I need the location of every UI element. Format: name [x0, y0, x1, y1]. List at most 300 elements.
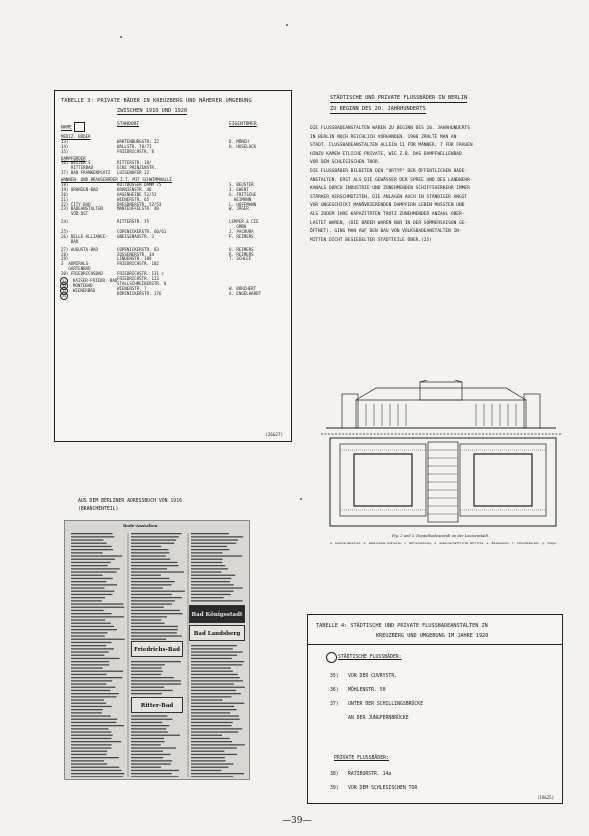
scan-text-line — [191, 597, 224, 598]
scan-text-line — [131, 667, 162, 668]
scan-text-line — [131, 693, 162, 694]
article-line: STÄRKER VERSCHMUTZTEN, DIE ANLAGEN AUCH IN STÄNDIGER ANGST — [310, 194, 468, 200]
scan-text-line — [131, 546, 161, 547]
scan-text-line — [71, 757, 119, 758]
scan-text-line — [191, 539, 238, 540]
article-line: ANSTALTEN. ERST ALS DIE GEWÄSSER DER SPREE UND DES LANDWEHR- — [310, 177, 473, 183]
cell-location: HASENHEIDE 52/53 — [117, 191, 157, 197]
adressbuch-caption-line: AUS DEM BERLINER ADRESSBUCH VON 1916 — [78, 499, 182, 504]
cell-name: 27) AUGUSTA-BAD — [61, 246, 98, 252]
scan-text-line — [191, 581, 230, 582]
item-number: 36) — [330, 688, 339, 693]
scan-text-line — [71, 776, 123, 777]
scan-dot — [120, 36, 122, 38]
article-line: MITTEN DICHT BESIEDELTER STADTTEILE ÜBER.(25) — [310, 237, 432, 243]
right-pool — [474, 454, 532, 506]
scan-text-line — [191, 731, 238, 732]
scan-text-line — [131, 738, 164, 739]
cell-name: 19) ORANIEN-BAD — [61, 186, 98, 192]
cell-name: 21) — [61, 196, 69, 202]
scan-text-line — [71, 559, 115, 560]
cell-name: SÜD-OST — [61, 211, 89, 217]
cell-location: MANTEUFFELSTR. 40 — [117, 206, 159, 212]
scan-text-line — [71, 661, 109, 662]
cell-name: 14) — [61, 143, 69, 149]
article-line: VOR DEM SCHLESISCHEN THOR. — [310, 160, 381, 166]
cell-name: 13) — [61, 138, 69, 144]
scan-text-line — [191, 699, 223, 700]
scan-text-line — [131, 687, 164, 688]
cell-name — [61, 292, 68, 300]
cell-owner: S. BEUSTER — [229, 182, 254, 188]
scan-text-line — [131, 619, 161, 620]
scan-text-line — [131, 603, 172, 604]
scan-text-line — [71, 693, 119, 694]
scan-text-line — [71, 655, 104, 656]
scan-text-line — [191, 549, 229, 550]
scan-text-line — [191, 568, 228, 569]
scan-text-line — [191, 722, 233, 723]
cell-location: GNEISENAUSTR. 3 — [117, 233, 154, 239]
scan-text-line — [71, 549, 113, 550]
scan-text-line — [191, 725, 232, 726]
scan-text-line — [71, 533, 113, 534]
cell-name: 29) — [61, 256, 69, 262]
scan-text-line — [191, 587, 243, 588]
scan-text-line — [71, 616, 124, 617]
scan-text-line — [131, 683, 181, 684]
item-number: 38) — [330, 772, 339, 777]
scan-text-line — [71, 581, 106, 582]
scan-text-line — [71, 594, 113, 595]
scan-text-line — [131, 539, 176, 540]
scan-text-line — [131, 715, 168, 716]
table-4-divider — [308, 644, 562, 645]
cell-name: 18) — [61, 182, 69, 188]
item-number: 35) — [330, 674, 339, 679]
scan-text-line — [191, 655, 237, 656]
scan-text-line — [71, 546, 112, 547]
table-row — [61, 171, 287, 176]
scan-text-line — [131, 536, 179, 537]
scan-text-line — [71, 773, 124, 774]
scan-text-line — [71, 683, 106, 684]
table-3-subtitle: ZWISCHEN 1916 UND 1920 — [117, 108, 188, 114]
scan-text-line — [71, 619, 105, 620]
scan-text-line — [71, 610, 104, 611]
cell-location: LINDENSTR. 109 — [117, 256, 152, 262]
item-number: 37) — [330, 702, 339, 707]
scan-text-line — [71, 571, 117, 572]
cell-owner: GMBH — [229, 224, 247, 230]
article-title-line: STÄDTISCHE UND PRIVATE FLUSSBÄDER IN BERLIN — [330, 95, 468, 101]
scan-text-line — [71, 770, 122, 771]
scan-text-line — [131, 760, 172, 761]
scan-text-line — [191, 555, 242, 556]
scan-text-line — [131, 757, 163, 758]
scan-text-line — [71, 565, 108, 566]
cell-location: LUISENUFER 22 — [117, 170, 150, 176]
cell-owner: H. HUSELACK — [229, 143, 257, 149]
plan-legend: a. Auskleidezellen. b. Gemeinsame Ankleide. c. Wärterwohnung. d. Gemeinschaftliche Abtritte. e. Badewannen. f. Schwimmbecken. g. Stege. — [330, 541, 558, 545]
scan-text-line — [131, 575, 161, 576]
scan-text-line — [191, 667, 231, 668]
scan-text-line — [71, 584, 117, 585]
scan-text-line — [131, 751, 163, 752]
cell-location: FRIEDRICHSTR. 8 — [117, 148, 154, 154]
scan-text-line — [71, 709, 103, 710]
scan-text-line — [191, 693, 241, 694]
cell-owner: A. ENGELHARDT — [229, 290, 262, 296]
scan-text-line — [131, 741, 165, 742]
list-item — [330, 688, 386, 693]
cell-owner: T. SCHLEE — [229, 256, 252, 262]
scan-text-line — [191, 770, 221, 771]
scan-text-line — [131, 671, 163, 672]
cell-location: WALLSTR. 70/71 — [117, 143, 152, 149]
cell-location: ORANIENSTR. 46 — [117, 186, 152, 192]
scan-text-line — [71, 699, 104, 700]
scan-text-line — [131, 549, 169, 550]
checkbox-square-icon — [74, 122, 85, 132]
cell-location: DRESDNERSTR. 52/53 — [117, 201, 162, 207]
scan-text-line — [191, 661, 244, 662]
scan-text-line — [71, 635, 105, 636]
cell-location: FRIEDRICHSTR. 131 c — [117, 271, 164, 277]
scan-text-line — [71, 632, 108, 633]
scan-dot — [286, 24, 288, 26]
scan-text-line — [191, 751, 224, 752]
cell-owner: W. JÄGER — [229, 206, 249, 212]
scan-text-line — [131, 661, 181, 662]
scan-text-line — [71, 719, 117, 720]
table-3-rows — [61, 133, 287, 297]
cell-name: 24) — [61, 219, 69, 225]
scan-text-line — [71, 607, 124, 608]
cell-owner: G. FRITSCHE — [229, 191, 257, 197]
scan-text-line — [131, 543, 174, 544]
cell-name: BAD — [61, 238, 79, 244]
scan-text-line — [71, 738, 111, 739]
scan-text-line — [131, 747, 176, 748]
item-text: MÖHLENSTR. 50 — [348, 688, 386, 693]
left-pool — [354, 454, 412, 506]
scan-text-line — [131, 754, 171, 755]
scan-text-line — [131, 613, 183, 614]
scan-text-line — [71, 629, 117, 630]
table-row — [61, 150, 287, 155]
scan-text-line — [71, 728, 109, 729]
scan-text-line — [71, 658, 120, 659]
cell-owner: LEMPER & CIE — [229, 219, 259, 225]
scan-text-line — [131, 776, 179, 777]
scan-text-line — [131, 680, 181, 681]
cell-location: WIENERSTR. 65 — [117, 196, 150, 202]
scan-dot — [300, 498, 302, 500]
circled-number: 34 — [61, 293, 67, 298]
scan-text-line — [71, 703, 106, 704]
scan-text-line — [131, 767, 161, 768]
cell-name: 23) BADEANSTALTEN — [61, 206, 103, 212]
scan-text-line — [191, 754, 237, 755]
adressbuch-caption — [78, 498, 182, 514]
scan-text-line — [131, 591, 185, 592]
cell-name: 3 ADMIRALS- — [61, 261, 91, 267]
scan-text-line — [191, 677, 240, 678]
ad-bad-koenigsstadt: Bad Königsstadt — [189, 605, 245, 623]
cell-location: RITTERSTR. 75 — [117, 219, 150, 225]
cell-location: WARTENBURGSTR. 22 — [117, 138, 159, 144]
scan-text-line — [191, 767, 228, 768]
scan-text-line — [71, 568, 120, 569]
scan-text-line — [131, 600, 175, 601]
scan-text-line — [131, 559, 170, 560]
list-item — [330, 702, 423, 707]
scan-text-line — [131, 722, 162, 723]
scan-text-line — [131, 731, 168, 732]
scan-text-line — [131, 623, 165, 624]
cell-owner: F. REIMERS — [229, 233, 254, 239]
scan-text-line — [71, 623, 111, 624]
scan-text-line — [191, 651, 243, 652]
scan-text-line — [131, 677, 174, 678]
list-item — [330, 786, 417, 791]
scan-text-line — [191, 744, 245, 745]
scan-text-line — [191, 600, 243, 601]
scan-text-line — [131, 597, 182, 598]
scan-text-line — [191, 565, 225, 566]
cell-name: 33 WIENERBAD — [61, 287, 96, 293]
scan-text-line — [71, 706, 112, 707]
cell-name: 16) WEIJER'S — [61, 160, 91, 166]
table-row — [61, 240, 287, 245]
ad-bad-landsberg: Bad Landsberg — [189, 625, 245, 641]
article-line: STADT. FLUSSBADEANSTALTEN ALLEIN 11 FÜR MÄNNER, 7 FÜR FRAUEN — [310, 143, 473, 149]
scan-text-line — [131, 735, 180, 736]
scan-text-line — [191, 773, 244, 774]
scan-text-line — [131, 635, 182, 636]
scan-text-line — [191, 706, 234, 707]
scan-text-line — [191, 715, 239, 716]
scan-text-line — [71, 735, 113, 736]
adressbuch-scan — [64, 520, 250, 780]
scan-text-line — [191, 552, 223, 553]
cell-name: 17) BAD FRANKENPLATZ — [61, 170, 111, 176]
scan-text-line — [71, 677, 122, 678]
cell-name: 26) BELLE-ALLIANCE- — [61, 233, 108, 239]
elevation-body — [356, 400, 526, 428]
adressbuch-caption-line: (BRANCHENTEIL) — [78, 507, 119, 512]
list-item — [330, 772, 391, 777]
scan-text-line — [71, 591, 114, 592]
scan-text-line — [71, 747, 111, 748]
scan-text-line — [191, 533, 229, 534]
cell-name: RITTERBAD — [61, 165, 94, 171]
cell-owner: O. REIMERS — [229, 246, 254, 252]
item-text: VOR DER CUVRYSTR. — [348, 674, 398, 679]
scan-text-line — [71, 575, 103, 576]
scan-text-line — [131, 581, 175, 582]
table-4-title-line: KREUZBERG UND UMGEBUNG IM JAHRE 1920 — [376, 633, 489, 639]
scan-text-line — [71, 603, 124, 604]
scan-text-line — [131, 629, 178, 630]
scan-text-line — [71, 664, 109, 665]
scan-text-line — [131, 607, 164, 608]
circled-number: 31 — [61, 279, 67, 284]
scan-text-line — [71, 741, 121, 742]
cell-owner: J. PACHURA — [229, 229, 254, 235]
list-item — [330, 674, 397, 679]
cell-name: 31 KAISER-FRIEDR.-BAD — [61, 278, 118, 284]
scan-text-line — [71, 715, 111, 716]
item-text: RATIBORSTR. 14a — [348, 772, 392, 777]
scan-text-line — [191, 578, 231, 579]
scan-text-line — [131, 728, 166, 729]
table-row — [61, 292, 287, 297]
scan-text-line — [71, 587, 105, 588]
scan-text-line — [191, 760, 226, 761]
scan-text-line — [131, 616, 167, 617]
table-4-title — [316, 621, 488, 641]
scan-text-line — [191, 674, 238, 675]
bathhouse-floor-plan — [316, 380, 566, 555]
scan-text-line — [131, 578, 169, 579]
scan-text-line — [131, 568, 167, 569]
elevation-right-pavilion — [524, 394, 540, 428]
column-header-location: STANDORT — [117, 122, 140, 127]
cell-name: 32 MONTEBAD — [61, 282, 93, 288]
scan-text-line — [191, 709, 237, 710]
cell-location: STALLSCHREIBERSTR. 8 — [117, 280, 167, 286]
section-label: DAMPFBÄDER — [61, 155, 86, 161]
scan-text-line — [71, 639, 125, 640]
ad-friedrichs-bad: Friedrichs-Bad — [131, 641, 183, 657]
circled-number: 33 — [61, 288, 67, 293]
cell-location: ECKE PRINZENSTR. — [117, 165, 157, 171]
scan-text-line — [191, 741, 232, 742]
article-body — [310, 125, 560, 245]
scan-text-line — [131, 562, 177, 563]
table-3-title: TABELLE 3: PRIVATE BÄDER IN KREUZBERG UND NÄHERER UMGEBUNG — [61, 98, 252, 104]
plan-caption: Fig. 2 und 3. Doppelbadeanstalt an der Louisenstadt. — [392, 534, 490, 538]
scan-text-line — [71, 555, 122, 556]
scan-text-line — [71, 725, 124, 726]
scan-text-line — [71, 722, 116, 723]
table-4-title-line: TABELLE 4: STÄDTISCHE UND PRIVATE FLUSSBADEANSTALTEN IN — [316, 623, 488, 629]
cell-owner: J. EWERT — [229, 186, 249, 192]
scan-text-line — [71, 687, 115, 688]
elevation-left-pavilion — [342, 394, 358, 428]
scan-text-line — [71, 651, 109, 652]
scan-text-line — [191, 712, 230, 713]
scan-text-line — [131, 664, 165, 665]
ad-ritter-bad: Ritter-Bad — [131, 697, 183, 713]
scan-text-line — [191, 747, 237, 748]
cell-owner: D. MÖNCH — [229, 138, 249, 144]
scan-text-line — [71, 690, 111, 691]
scan-text-line — [71, 543, 107, 544]
article-line: IN BERLIN NOCH REICHLICH VORHANDEN. 1906 ZÄHLTE MAN AN — [310, 134, 457, 140]
scan-text-line — [71, 642, 112, 643]
scan-text-line — [191, 728, 242, 729]
scan-text-line — [191, 559, 223, 560]
cell-name: 25) — [61, 229, 69, 235]
scan-text-line — [131, 725, 169, 726]
scan-text-line — [191, 536, 243, 537]
column-header-owner: EIGENTÜMER — [229, 122, 257, 127]
scan-text-line — [191, 648, 233, 649]
elevation-center-tower — [420, 382, 462, 400]
cell-owner: W. BORCHERT — [229, 285, 257, 291]
scan-text-line — [191, 543, 236, 544]
cell-location: KOTTBUSSER DAMM 75 — [117, 182, 162, 188]
scan-text-line — [71, 674, 107, 675]
article-line: DIE FLUSSBÄDER BILDETEN DEN "URTYP" DER ÖFFENTLICHEN BADE- — [310, 168, 468, 174]
scan-text-line — [131, 565, 179, 566]
item-number: 39) — [330, 786, 339, 791]
article-title-line: ZU BEGINN DES 20. JAHRHUNDERTS — [330, 106, 426, 112]
scan-text-line — [191, 591, 234, 592]
scan-text-line — [191, 703, 244, 704]
scan-text-line — [191, 776, 233, 777]
section-label: WANNEN- UND BRAUSEBÄDER Z.T. MIT SCHWIMMHALLE — [61, 177, 172, 183]
scan-text-line — [191, 594, 231, 595]
scan-text-line — [131, 594, 172, 595]
scan-text-line — [131, 773, 172, 774]
scan-text-line — [191, 735, 222, 736]
scan-text-line — [71, 552, 103, 553]
scan-text-line — [131, 610, 180, 611]
article-line: DIE FLUSSBADEANSTALTEN WAREN ZU BEGINN DES 20. JAHRHUNDERTS — [310, 126, 470, 131]
cell-name: GARTENBAD — [61, 266, 91, 272]
table-4 — [307, 614, 563, 804]
scan-text-line — [71, 539, 104, 540]
cell-owner: HEIMANN — [229, 196, 252, 202]
article-line: KANALS DURCH INDUSTRIE UND ZUNEHMENDEN SCHIFFSVERKEHR IMMER — [310, 186, 470, 192]
scan-text-line — [131, 763, 171, 764]
scan-text-line — [131, 674, 161, 675]
scan-text-line — [191, 575, 235, 576]
scan-text-line — [131, 584, 171, 585]
cell-owner: R. REIMERS — [229, 251, 254, 257]
cell-name: 20) — [61, 191, 69, 197]
scan-text-line — [71, 744, 112, 745]
scan-text-line — [71, 712, 102, 713]
scan-text-line — [191, 571, 221, 572]
section-municipal: STÄDTISCHE FLUSSBÄDER: — [338, 655, 402, 660]
left-pool-hall — [340, 444, 426, 516]
table-3 — [54, 90, 292, 442]
scan-text-line — [71, 767, 119, 768]
scan-text-line — [131, 587, 163, 588]
scan-text-line — [191, 584, 234, 585]
scan-text-line — [71, 754, 107, 755]
cell-owner: L. HOFFMANN — [229, 201, 257, 207]
cell-location: ZOSSENERSTR. 34 — [117, 251, 154, 257]
scan-text-line — [71, 696, 117, 697]
table-3-source: (26&27) — [265, 432, 283, 437]
cell-name: 15) — [61, 148, 69, 154]
scan-text-line — [71, 760, 104, 761]
circled-number: 32 — [61, 283, 67, 288]
page-number: —39— — [282, 816, 312, 826]
scan-text-line — [191, 645, 237, 646]
cell-location: FRIEDRICHSTR. 102 — [117, 261, 159, 267]
column-header-name: NAME — [61, 122, 85, 132]
scan-text-line — [191, 546, 227, 547]
scan-text-line — [191, 757, 225, 758]
scan-text-line — [131, 571, 184, 572]
